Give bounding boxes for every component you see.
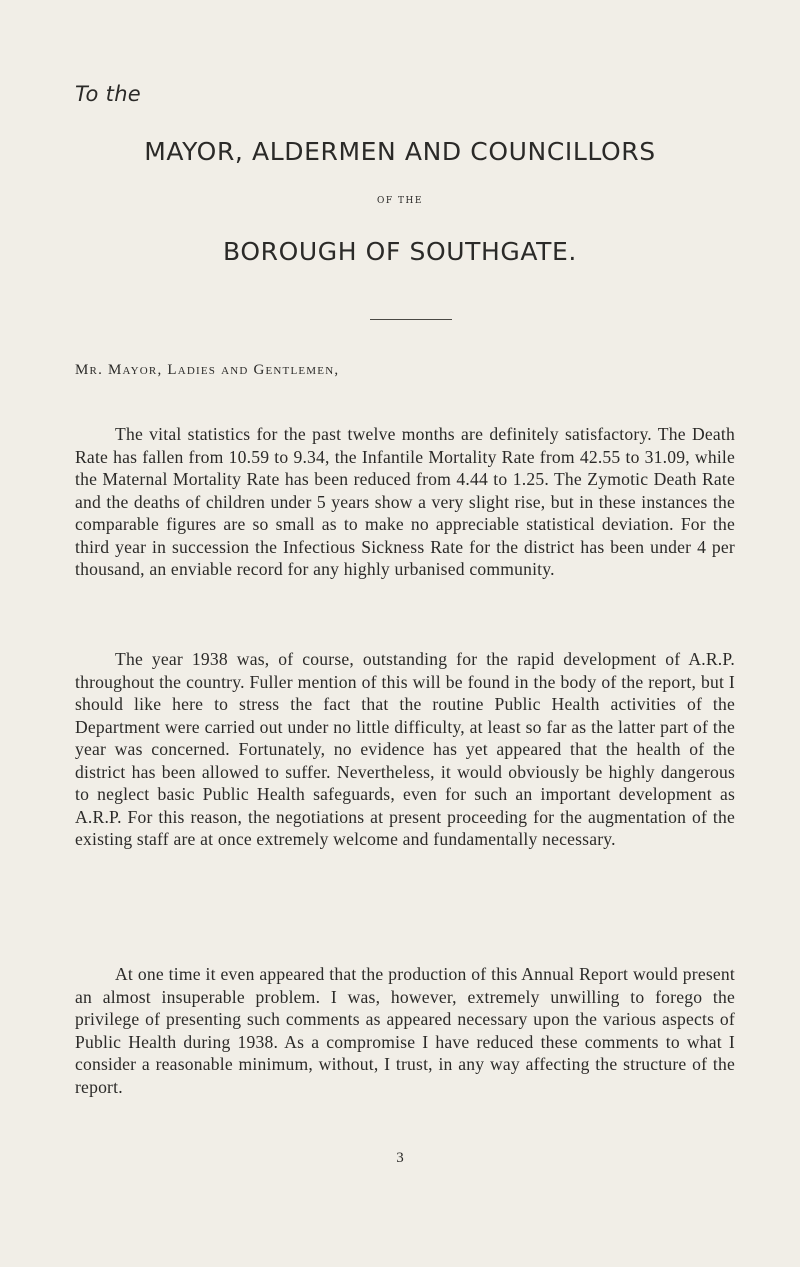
to-the-line: To the	[75, 82, 142, 106]
borough-heading: BOROUGH OF SOUTHGATE.	[223, 237, 577, 266]
paragraph-annual-report: At one time it even appeared that the production of this Annual Report would present an almost insuperable problem. I was, however, extremely unwilling to forego the privilege of presenting such comments as appeared necessary upon the various aspects of Public Health during 1938. As a compromise I have reduced these comments to what I consider a reasonable minimum, without, I trust, in any way affecting the structure of the report.	[75, 964, 735, 1097]
of-the-line: OF THE	[377, 196, 423, 206]
greeting: Mr. Mayor, Ladies and Gentlemen,	[75, 362, 340, 378]
paragraph-arp: The year 1938 was, of course, outstanding for the rapid development of A.R.P. throughout the country. Fuller mention of this will be found in the body of the report, but I should like here to stress the fact that the routine Public Health activities of the Department were carried out under no little difficulty, at least so far as the latter part of the year was concerned. Fortunately, no evidence has yet appeared that the health of the district has been allowed to suffer. Nevertheless, it would obviously be highly dangerous to neglect basic Public Health safeguards, even for such an important development as A.R.P. For this reason, the negotiations at present proceeding for the augmentation of the existing staff are at once extremely welcome and fundamentally necessary.	[75, 649, 735, 849]
page-number: 3	[396, 1150, 404, 1166]
divider-rule	[370, 319, 452, 320]
paragraph-vital-statistics: The vital statistics for the past twelve months are definitely satisfactory. The Death Rate has fallen from 10.59 to 9.34, the Infantile Mortality Rate from 42.55 to 31.09, while the Maternal Mortality Rate has been reduced from 4.44 to 1.25. The Zymotic Death Rate and the deaths of children under 5 years show a very slight rise, but in these instances the comparable figures are so small as to make no appreciable statistical deviation. For the third year in succession the Infectious Sickness Rate for the district has been under 4 per thousand, an enviable record for any highly urbanised community.	[75, 424, 735, 579]
addressee-heading: MAYOR, ALDERMEN AND COUNCILLORS	[144, 137, 656, 166]
